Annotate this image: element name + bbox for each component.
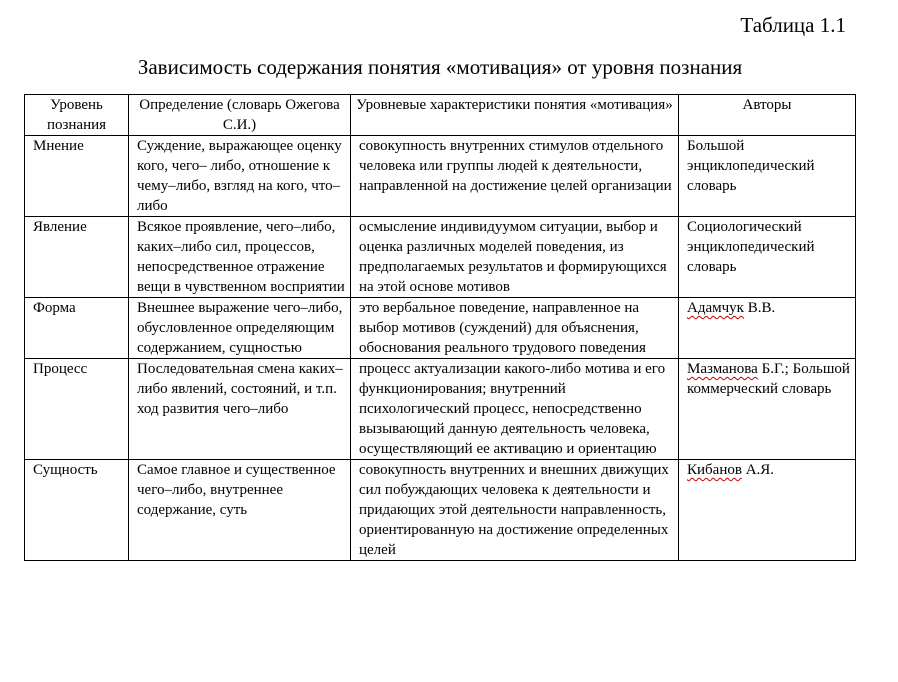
- author-rest: А.Я.: [741, 462, 775, 478]
- author-rest: Б.Г.; Большой коммерческий словарь: [687, 361, 850, 397]
- table-row: [25, 359, 856, 460]
- cell-authors: [679, 359, 856, 460]
- author-rest: Социологический энциклопедический словарь: [687, 219, 815, 275]
- cell-characteristics: совокупность внутренних и внешних движущих сил побуждающих человека к деятельности и придающих этой деятельности направленность, ориентированную на достижение определенных целей: [351, 460, 679, 561]
- cell-characteristics: осмысление индивидуумом ситуации, выбор и оценка различных моделей поведения, из предполагаемых результатов и формирующихся на этой основе мотивов: [351, 217, 679, 298]
- cell-authors: [679, 298, 856, 359]
- cell-level: Явление: [25, 217, 129, 298]
- cell-characteristics: процесс актуализации какого-либо мотива и его функционирования; внутренний психологический процесс, непосредственно вызывающий данную деятельность человека, осуществляющий ее активацию и ориентацию: [351, 359, 679, 460]
- cell-definition: Всякое проявление, чего–либо, каких–либо сил, процессов, непосредственное отражение вещи в чувственном восприятии: [129, 217, 351, 298]
- author-rest: Большой энциклопедический словарь: [687, 138, 815, 194]
- header-definition: Определение (словарь Ожегова С.И.): [129, 95, 351, 136]
- cell-authors: [679, 136, 856, 217]
- author-rest: В.В.: [743, 300, 776, 316]
- cell-definition: Внешнее выражение чего–либо, обусловленное определяющим содержанием, сущностью: [129, 298, 351, 359]
- cell-level: Форма: [25, 298, 129, 359]
- table-row: [25, 217, 856, 298]
- table-row: [25, 136, 856, 217]
- cell-definition: Самое главное и существенное чего–либо, внутреннее содержание, суть: [129, 460, 351, 561]
- table-header-row: [25, 95, 856, 136]
- author-name: Кибанов: [687, 462, 742, 478]
- header-characteristics: Уровневые характеристики понятия «мотивация»: [351, 95, 679, 136]
- cell-definition: Последовательная смена каких–либо явлений, состояний, и т.п. ход развития чего–либо: [129, 359, 351, 460]
- document-title: Зависимость содержания понятия «мотивация» от уровня познания: [137, 55, 743, 79]
- cell-level: Мнение: [25, 136, 129, 217]
- header-authors: Авторы: [679, 95, 856, 136]
- table-row: [25, 298, 856, 359]
- table-row: [25, 460, 856, 561]
- motivation-table: [24, 94, 856, 561]
- author-name: Адамчук: [687, 300, 744, 316]
- author-name: Мазманова: [687, 361, 758, 377]
- cell-authors: [679, 217, 856, 298]
- cell-characteristics: совокупность внутренних стимулов отдельного человека или группы людей к деятельности, направленной на достижение целей организации: [351, 136, 679, 217]
- cell-level: Сущность: [25, 460, 129, 561]
- cell-level: Процесс: [25, 359, 129, 460]
- table-label: Таблица 1.1: [740, 13, 846, 37]
- cell-authors: [679, 460, 856, 561]
- cell-characteristics: это вербальное поведение, направленное на выбор мотивов (суждений) для объяснения, обоснования реального трудового поведения: [351, 298, 679, 359]
- cell-definition: Суждение, выражающее оценку кого, чего– либо, отношение к чему–либо, взгляд на кого, что–либо: [129, 136, 351, 217]
- header-level: Уровень познания: [25, 95, 129, 136]
